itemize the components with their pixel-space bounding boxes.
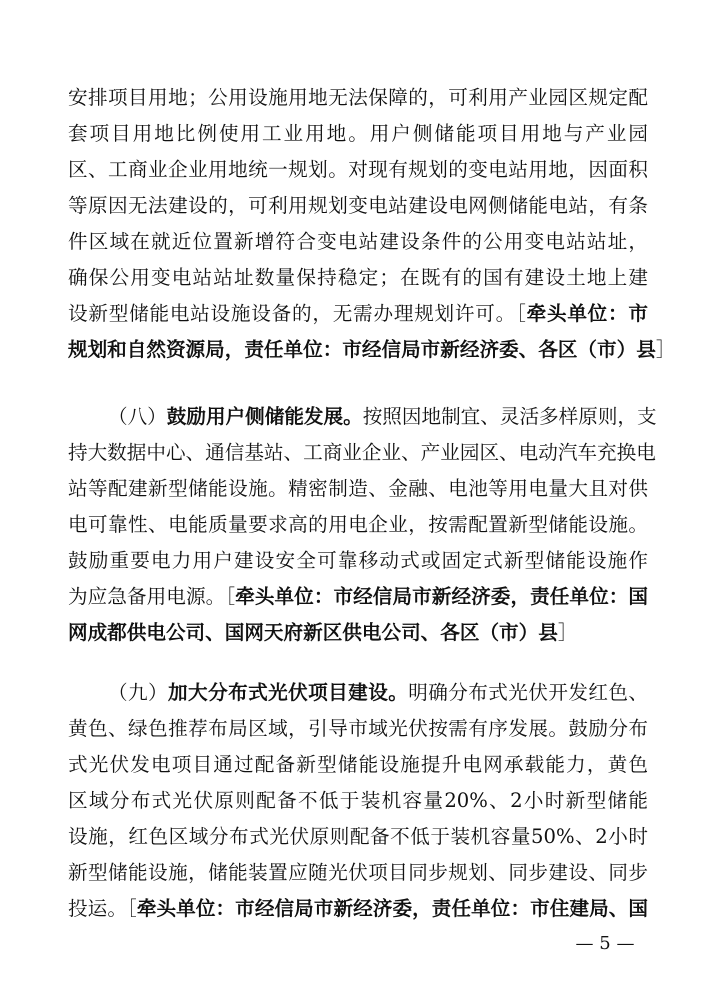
body-text: 为应急备用电源。［ bbox=[68, 585, 236, 608]
body-text: 持大数据中心、通信基站、工商业企业、产业园区、电动汽车充换电 bbox=[68, 441, 656, 464]
body-text: 等原因无法建设的，可利用规划变电站建设电网侧储能电站，有条 bbox=[68, 194, 648, 217]
text-line bbox=[68, 299, 648, 329]
text-line bbox=[108, 678, 648, 708]
body-text: 安排项目用地；公用设施用地无法保障的，可利用产业园区规定配 bbox=[68, 86, 648, 109]
text-line bbox=[68, 822, 648, 852]
text-line bbox=[68, 227, 648, 257]
text-line bbox=[68, 335, 676, 365]
text-line bbox=[68, 750, 648, 780]
body-text: 区域分布式光伏原则配备不低于装机容量20%、2小时新型储能 bbox=[68, 789, 648, 812]
text-line bbox=[108, 402, 657, 432]
bold-text: 鼓励用户侧储能发展。 bbox=[166, 405, 363, 428]
text-line bbox=[68, 474, 648, 504]
text-line bbox=[68, 786, 648, 816]
body-text: 黄色、绿色推荐布局区域，引导市域光伏按需有序发展。鼓励分布 bbox=[68, 717, 648, 740]
text-line bbox=[68, 582, 648, 612]
bold-text: 牵头单位：市经信局市新经济委，责任单位：市住建局、国 bbox=[136, 897, 649, 920]
text-line bbox=[68, 119, 648, 149]
body-text: （八） bbox=[108, 405, 167, 428]
text-line bbox=[68, 858, 648, 888]
body-text: 电可靠性、电能质量要求高的用电企业，按需配置新型储能设施。 bbox=[68, 513, 648, 536]
text-line bbox=[68, 263, 648, 293]
body-text: 套项目用地比例使用工业用地。用户侧储能项目用地与产业园 bbox=[68, 122, 648, 145]
body-text: 站等配建新型储能设施。精密制造、金融、电池等用电量大且对供 bbox=[68, 477, 648, 500]
text-line bbox=[68, 438, 656, 468]
text-line bbox=[68, 155, 648, 185]
text-line bbox=[68, 546, 648, 576]
body-text: 区、工商业企业用地统一规划。对现有规划的变电站用地，因面积 bbox=[68, 158, 648, 181]
bold-text: 网成都供电公司、国网天府新区供电公司、各区（市）县 bbox=[68, 621, 558, 644]
body-text: （九） bbox=[108, 681, 169, 704]
bold-text: 牵头单位：市 bbox=[526, 302, 649, 325]
body-text: 投运。［ bbox=[68, 897, 137, 920]
body-text: ］ bbox=[655, 338, 676, 361]
body-text: 式光伏发电项目通过配备新型储能设施提升电网承载能力，黄色 bbox=[68, 753, 648, 776]
bold-text: 加大分布式光伏项目建设。 bbox=[168, 681, 409, 704]
page-number: — 5 — bbox=[575, 933, 635, 954]
body-text: 鼓励重要电力用户建设安全可靠移动式或固定式新型储能设施作 bbox=[68, 549, 648, 572]
body-text: 件区域在就近位置新增符合变电站建设条件的公用变电站站址， bbox=[68, 230, 648, 253]
text-line bbox=[68, 83, 648, 113]
body-text: 设新型储能电站设施设备的，无需办理规划许可。［ bbox=[68, 302, 527, 325]
body-text: 新型储能设施，储能装置应随光伏项目同步规划、同步建设、同步 bbox=[68, 861, 648, 884]
bold-text: 规划和自然资源局，责任单位：市经信局市新经济委、各区（市）县 bbox=[68, 338, 656, 361]
text-line bbox=[68, 510, 648, 540]
body-text: 设施，红色区域分布式光伏原则配备不低于装机容量50%、2小时 bbox=[68, 825, 648, 848]
bold-text: 牵头单位：市经信局市新经济委，责任单位：国 bbox=[235, 585, 649, 608]
text-line bbox=[68, 894, 648, 924]
body-text: ］ bbox=[557, 621, 578, 644]
text-line bbox=[68, 191, 648, 221]
body-text: 确保公用变电站站址数量保持稳定；在既有的国有建设土地上建 bbox=[68, 266, 648, 289]
body-text: 明确分布式光伏开发红色、 bbox=[408, 681, 648, 704]
text-line bbox=[68, 618, 648, 648]
text-line bbox=[68, 714, 648, 744]
body-text: 按照因地制宜、灵活多样原则，支 bbox=[362, 405, 657, 428]
